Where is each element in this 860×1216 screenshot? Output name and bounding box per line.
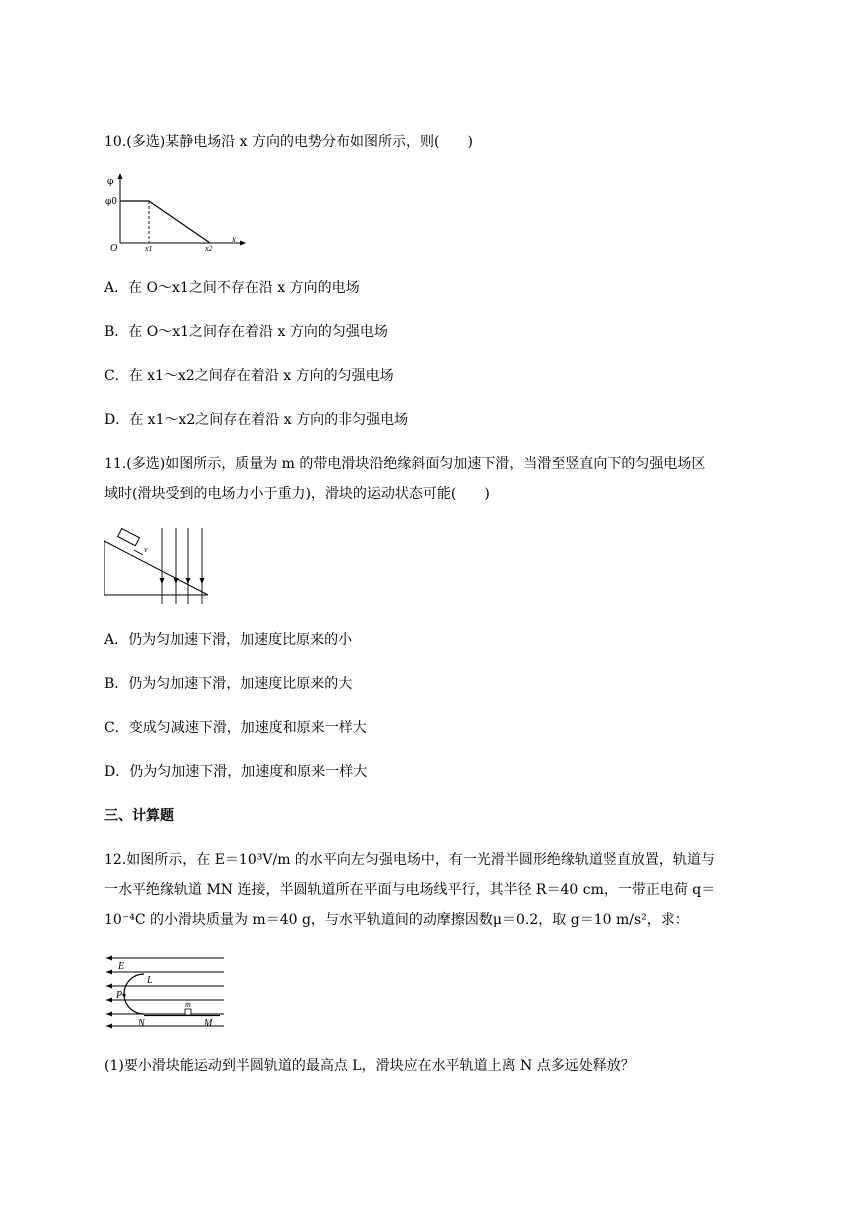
x2-label: x2 [205, 244, 213, 252]
q10-option-d: D．在 x1～x2之间存在着沿 x 方向的非匀强电场 [104, 412, 409, 428]
x1-label: x1 [145, 244, 153, 252]
q11-option-d: D．仍为匀加速下滑，加速度和原来一样大 [104, 764, 368, 780]
point-n-label: N [138, 1018, 145, 1029]
q11-incline-figure [104, 528, 212, 604]
q10-option-a: A．在 O～x1之间不存在沿 x 方向的电场 [104, 280, 360, 296]
section-heading: 三、计算题 [104, 808, 174, 824]
q10-stem: 10.(多选)某静电场沿 x 方向的电势分布如图所示，则( ) [104, 134, 473, 150]
origin-label: O [110, 243, 118, 252]
q12-line1: 12.如图所示，在 E＝10³V/m 的水平向左匀强电场中，有一光滑半圆形绝缘轨道竖直放置，轨道与 [104, 852, 715, 868]
q11-stem-line1: 11.(多选)如图所示，质量为 m 的带电滑块沿绝缘斜面匀加速下滑，当滑至竖直向下的匀强电场区 [104, 456, 706, 472]
q12-sub1: (1)要小滑块能运动到半圆轨道的最高点 L，滑块应在水平轨道上离 N 点多远处释放？ [104, 1058, 635, 1074]
q11-option-b: B．仍为匀加速下滑，加速度比原来的大 [104, 676, 353, 692]
phi-label: φ [107, 177, 114, 187]
q11-option-a: A．仍为匀加速下滑，加速度比原来的小 [104, 632, 353, 648]
q10-potential-graph [104, 172, 246, 252]
q12-track-figure [104, 952, 228, 1030]
q11-option-c: C．变成匀减速下滑，加速度和原来一样大 [104, 720, 367, 736]
phi0-label: φ0 [105, 197, 118, 207]
q10-option-b: B．在 O～x1之间存在着沿 x 方向的匀强电场 [104, 324, 388, 340]
q12-line3: 10⁻⁴C 的小滑块质量为 m＝40 g，与水平轨道间的动摩擦因数μ＝0.2，取 g＝10 m/s²，求： [104, 912, 689, 928]
q10-option-c: C．在 x1～x2之间存在着沿 x 方向的匀强电场 [104, 368, 394, 384]
point-l-label: L [147, 975, 153, 986]
q12-line2: 一水平绝缘轨道 MN 连接，半圆轨道所在平面与电场线平行，其半径 R＝40 cm，一带正电荷 q＝ [104, 882, 716, 898]
q11-stem-line2: 域时(滑块受到的电场力小于重力)，滑块的运动状态可能( ) [104, 486, 490, 502]
point-p-label: P [116, 990, 123, 1001]
velocity-label: v [144, 545, 148, 554]
x-axis-label: x [232, 234, 236, 244]
mass-label: m [185, 1000, 191, 1009]
point-m-label: M [204, 1018, 213, 1029]
field-e-label: E [118, 961, 125, 972]
